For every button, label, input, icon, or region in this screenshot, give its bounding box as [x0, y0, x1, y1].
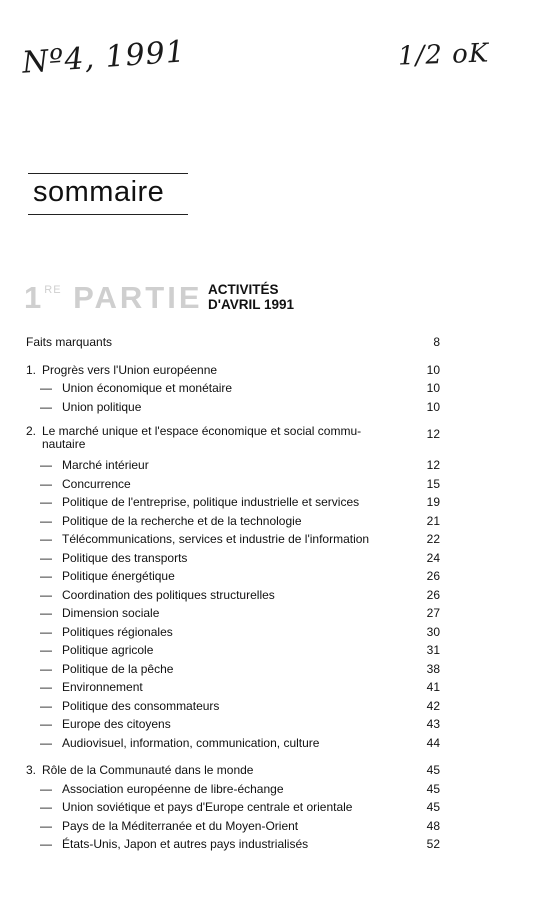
handwritten-note: 1/2 oK [397, 38, 490, 72]
partie-subtitle-line1: ACTIVITÉS [208, 282, 279, 297]
title-rule-bottom [28, 214, 188, 215]
toc-subentry[interactable] [26, 456, 440, 475]
toc-subentry[interactable] [26, 835, 440, 854]
partie-ordinal: 1 [24, 280, 45, 315]
toc-subentry-label: Union politique [62, 399, 142, 414]
toc-page-number: 22 [426, 532, 440, 546]
toc-subentry-label: Europe des citoyens [62, 717, 171, 731]
toc-subentry-label: Environnement [62, 680, 143, 694]
toc-subentry-label: Politique de l'entreprise, politique industrielle et services [62, 495, 360, 509]
toc-subentry[interactable] [26, 641, 440, 660]
dash-bullet: — [40, 606, 52, 620]
dash-bullet: — [40, 735, 52, 750]
toc-page-number: 12 [426, 458, 440, 472]
toc-subentry-label: États-Unis, Japon et autres pays industrialisés [62, 837, 309, 851]
toc-subentry[interactable] [26, 512, 440, 531]
toc-subentry[interactable] [26, 798, 440, 817]
toc-page-number: 27 [426, 606, 440, 620]
toc-page-number: 45 [426, 800, 440, 814]
partie-heading [24, 280, 203, 316]
toc-subentry[interactable] [26, 734, 440, 753]
toc-subentry[interactable] [26, 715, 440, 734]
dash-bullet: — [40, 458, 52, 472]
toc-subentry[interactable] [26, 549, 440, 568]
toc-subentry[interactable] [26, 678, 440, 697]
partie-subtitle [208, 282, 294, 312]
dash-bullet: — [40, 800, 52, 814]
dash-bullet: — [40, 550, 52, 565]
dash-bullet: — [40, 624, 52, 639]
dash-bullet: — [40, 476, 52, 491]
dash-bullet: — [40, 717, 52, 731]
dash-bullet: — [40, 661, 52, 676]
toc-page-number: 10 [426, 399, 440, 414]
toc-page-number: 45 [426, 781, 440, 796]
toc-subentry-label: Dimension sociale [62, 606, 160, 620]
toc-page-number: 44 [426, 735, 440, 750]
dash-bullet: — [40, 587, 52, 602]
dash-bullet: — [40, 381, 52, 395]
dash-bullet: — [40, 399, 52, 414]
toc-page-number: 30 [426, 624, 440, 639]
toc-subentry[interactable] [26, 780, 440, 799]
toc-subentry-label: Politique des consommateurs [62, 698, 220, 713]
toc-subentry-label: Pays de la Méditerranée et du Moyen-Orient [62, 818, 299, 833]
section-number: 3. [26, 763, 37, 777]
toc-entry-label: Faits marquants [26, 335, 113, 349]
toc-subentry-label: Politique de la pêche [62, 661, 174, 676]
toc-subentry[interactable] [26, 493, 440, 512]
dash-bullet: — [40, 680, 52, 694]
toc-page-number: 43 [426, 717, 440, 731]
toc-subentry[interactable] [26, 623, 440, 642]
toc-subentry[interactable] [26, 567, 440, 586]
toc-section-3[interactable] [26, 761, 440, 780]
toc-page-number: 8 [433, 335, 440, 349]
partie-ordinal-suffix: RE [44, 284, 62, 296]
toc-subentry[interactable] [26, 586, 440, 605]
toc-subentry[interactable] [26, 660, 440, 679]
dash-bullet: — [40, 818, 52, 833]
section-number: 1. [26, 362, 37, 377]
toc-entry-label: Le marché unique et l'espace économique et social commu- [42, 424, 362, 438]
toc-subentry-label: Concurrence [62, 476, 131, 491]
toc-page-number: 24 [426, 550, 440, 565]
toc-subentry-label: Union soviétique et pays d'Europe centrale et orientale [62, 800, 353, 814]
toc-subentry-label: Politique des transports [62, 550, 188, 565]
toc-subentry[interactable] [26, 697, 440, 716]
toc-page-number: 10 [426, 381, 440, 395]
toc-entry-label: Progrès vers l'Union européenne [42, 362, 218, 377]
dash-bullet: — [40, 698, 52, 713]
toc-page-number: 38 [426, 661, 440, 676]
toc-subentry-label: Audiovisuel, information, communication, culture [62, 735, 320, 750]
table-of-contents [26, 333, 440, 854]
toc-section-1[interactable] [26, 361, 440, 380]
dash-bullet: — [40, 513, 52, 528]
toc-entry-faits-marquants[interactable] [26, 333, 440, 352]
toc-subentry[interactable] [26, 379, 440, 398]
toc-subentry[interactable] [26, 475, 440, 494]
dash-bullet: — [40, 781, 52, 796]
handwritten-issue-number: Nº4, 1991 [20, 34, 187, 81]
toc-page-number: 10 [426, 362, 440, 377]
toc-subentry-label: Union économique et monétaire [62, 381, 233, 395]
section-number: 2. [26, 424, 37, 438]
dash-bullet: — [40, 495, 52, 509]
toc-section-2[interactable] [26, 425, 440, 456]
toc-subentry-label: Politiques régionales [62, 624, 173, 639]
title-rule-top [28, 173, 188, 174]
dash-bullet: — [40, 569, 52, 583]
toc-page-number: 12 [426, 427, 440, 441]
toc-subentry[interactable] [26, 817, 440, 836]
toc-page-number: 41 [426, 680, 440, 694]
toc-subentry-label: Politique énergétique [62, 569, 175, 583]
toc-subentry[interactable] [26, 398, 440, 417]
toc-page-number: 42 [426, 698, 440, 713]
toc-entry-label-cont: nautaire [42, 437, 86, 451]
partie-subtitle-line2: D'AVRIL 1991 [208, 297, 294, 312]
page-title: sommaire [33, 176, 165, 208]
toc-page-number: 52 [426, 837, 440, 851]
toc-page-number: 19 [426, 495, 440, 509]
toc-entry-label: Rôle de la Communauté dans le monde [42, 763, 254, 777]
toc-page-number: 45 [426, 763, 440, 777]
dash-bullet: — [40, 532, 52, 546]
toc-subentry-label: Politique agricole [62, 643, 154, 657]
toc-page-number: 31 [426, 643, 440, 657]
toc-subentry[interactable] [26, 530, 440, 549]
toc-subentry-label: Marché intérieur [62, 458, 149, 472]
toc-subentry-label: Télécommunications, services et industrie de l'information [62, 532, 370, 546]
dash-bullet: — [40, 837, 52, 851]
toc-subentry[interactable] [26, 604, 440, 623]
toc-page-number: 15 [426, 476, 440, 491]
dash-bullet: — [40, 643, 52, 657]
toc-page-number: 48 [426, 818, 440, 833]
toc-subentry-label: Politique de la recherche et de la technologie [62, 513, 302, 528]
toc-page-number: 26 [426, 569, 440, 583]
toc-subentry-label: Association européenne de libre-échange [62, 781, 284, 796]
toc-page-number: 26 [426, 587, 440, 602]
toc-page-number: 21 [426, 513, 440, 528]
toc-subentry-label: Coordination des politiques structurelles [62, 587, 275, 602]
partie-word: PARTIE [73, 280, 203, 315]
